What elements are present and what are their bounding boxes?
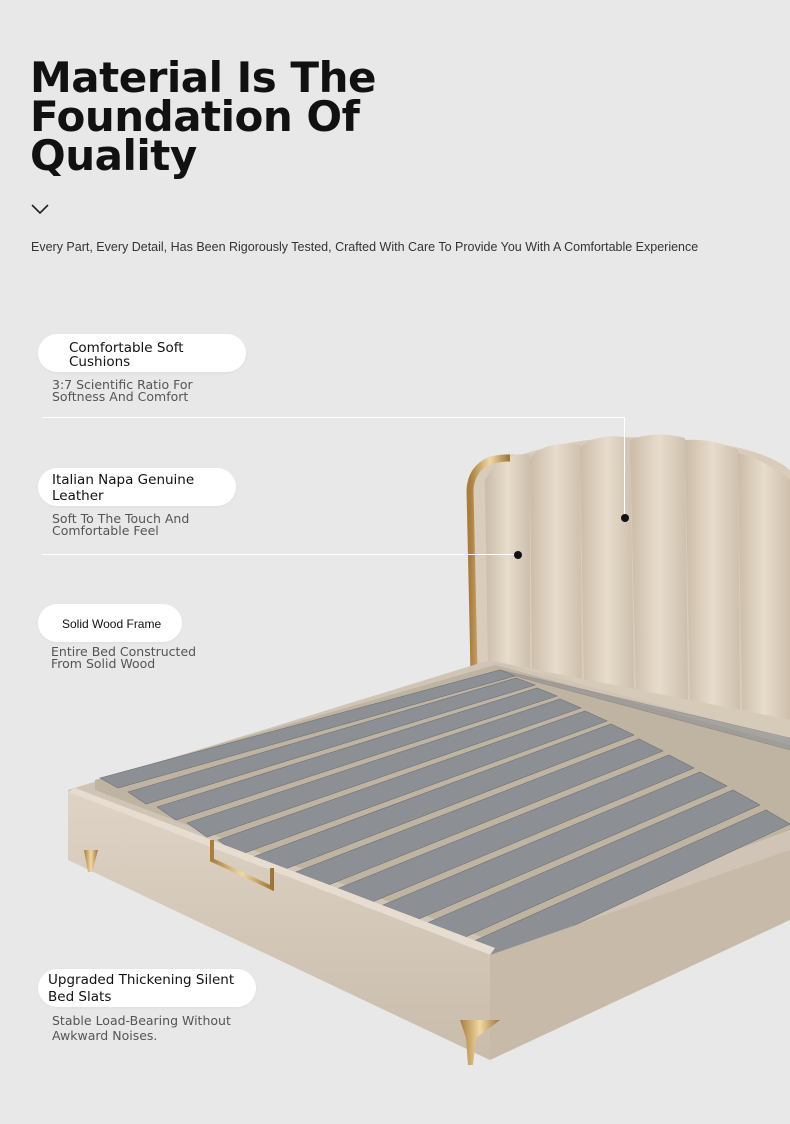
feature-desc-cushions — [52, 379, 193, 403]
feature-desc-wood — [51, 646, 196, 670]
chevron-down-icon[interactable] — [31, 203, 49, 215]
feature-title-slats-line-1: Upgraded Thickening Silent — [48, 972, 235, 988]
headline-line-3: Quality — [30, 131, 197, 180]
feature-title-leather-line-2: Leather — [52, 488, 104, 504]
feature-title-slats — [48, 972, 234, 1006]
feature-desc-leather-line-1: Soft To The Touch And — [52, 511, 190, 526]
feature-desc-leather-line-2: Comfortable Feel — [52, 523, 159, 538]
feature-title-wood — [62, 617, 161, 631]
feature-title-leather — [52, 472, 194, 504]
subtitle: Every Part, Every Detail, Has Been Rigorously Tested, Crafted With Care To Provide You With A Comfortable Experience — [31, 240, 699, 254]
callout-line-cushions-vertical — [624, 417, 625, 517]
callout-dot-cushions — [621, 514, 629, 522]
feature-desc-slats-line-2: Awkward Noises. — [52, 1028, 158, 1043]
feature-desc-wood-line-1: Entire Bed Constructed — [51, 644, 197, 659]
feature-title-leather-line-1: Italian Napa Genuine — [52, 472, 195, 488]
headline-line-1: Material Is The — [30, 53, 376, 102]
feature-desc-cushions-line-2: Softness And Comfort — [52, 389, 189, 404]
callout-line-leather — [42, 554, 518, 555]
feature-title-cushions-line-2: Cushions — [69, 354, 131, 370]
feature-title-cushions-line-1: Comfortable Soft — [69, 340, 184, 356]
feature-desc-cushions-line-1: 3:7 Scientific Ratio For — [52, 377, 193, 392]
callout-dot-leather — [514, 551, 522, 559]
headline — [30, 53, 450, 180]
feature-desc-slats-line-1: Stable Load-Bearing Without — [52, 1013, 231, 1028]
headline-line-2: Foundation Of — [30, 92, 360, 141]
feature-desc-slats — [52, 1013, 231, 1043]
feature-title-wood-line-1: Solid Wood Frame — [62, 617, 162, 631]
callout-line-cushions — [42, 417, 625, 418]
feature-desc-wood-line-2: From Solid Wood — [51, 656, 156, 671]
feature-title-cushions — [69, 341, 184, 369]
feature-desc-leather — [52, 513, 189, 537]
feature-title-slats-line-2: Bed Slats — [48, 989, 112, 1005]
